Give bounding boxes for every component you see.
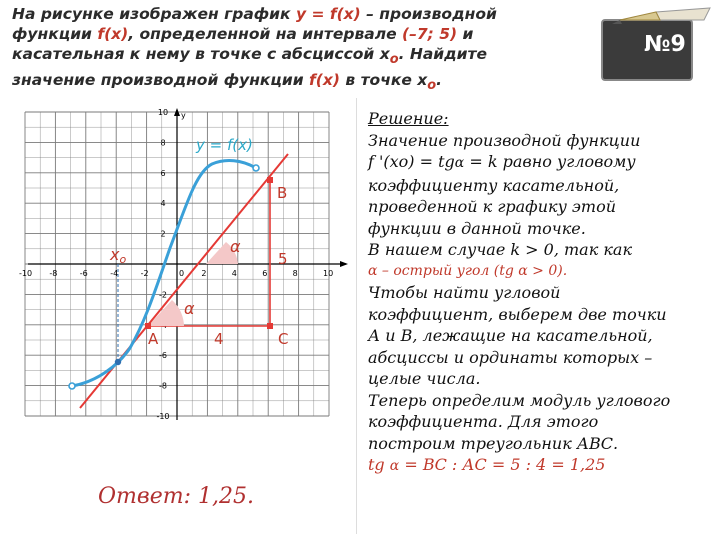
solution-line: функции в данной точке. <box>368 218 586 238</box>
label-alpha-bottom: α <box>184 299 195 318</box>
solution-line: коэффициент, выберем две точки <box>368 304 667 324</box>
task-function-name: y = f(x) <box>295 5 361 23</box>
graph-canvas <box>6 98 356 534</box>
curve-label: y = f(x) <box>196 136 253 154</box>
solution-line: Теперь определим модуль углового <box>368 390 671 410</box>
x-tick-label: 8 <box>292 269 298 278</box>
y-tick-label: 2 <box>160 229 166 239</box>
solution-line: Значение производной функции <box>368 130 641 150</box>
x-tick-label: -2 <box>140 269 149 278</box>
x-tick-label: 10 <box>323 269 334 278</box>
solution-line: коэффициенту касательной, <box>368 175 620 195</box>
point-c <box>267 323 273 329</box>
solution-line: построим треугольник АВС. <box>368 433 619 453</box>
curve-open-end-left <box>69 383 75 389</box>
task-text: , определенной на интервале <box>128 25 402 43</box>
y-tick-label: 4 <box>160 199 166 209</box>
graph-panel <box>6 98 357 534</box>
solution-line: А и В, лежащие на касательной, <box>368 326 653 345</box>
label-alpha-top: α <box>230 237 241 256</box>
y-axis-name: y <box>181 111 186 120</box>
task-function-name: f(x) <box>309 71 340 90</box>
curve-open-end-right <box>253 165 259 171</box>
y-tick-label: -6 <box>159 351 167 361</box>
task-text: и касательная к нему в точке с абсциссой х <box>12 25 474 63</box>
y-tick-label: 8 <box>160 138 166 148</box>
task-text: . <box>436 71 443 90</box>
point-a <box>145 323 151 329</box>
y-tick-label: -2 <box>159 290 167 300</box>
label-side-bc: 5 <box>278 250 288 268</box>
label-a: A <box>148 330 159 348</box>
x-tick-label: 6 <box>262 269 268 278</box>
axes <box>28 108 348 420</box>
x-tick-labels <box>19 269 333 278</box>
solution-line: проведенной к графику этой <box>368 197 616 216</box>
x-tick-label: 0 <box>179 269 185 278</box>
label-c: C <box>278 330 289 348</box>
task-subscript: о <box>427 78 437 94</box>
task-interval: (–7; 5) <box>401 25 458 43</box>
x-tick-label: -10 <box>19 269 33 278</box>
x-tick-label: -4 <box>110 269 119 278</box>
label-b: B <box>277 184 288 202</box>
solution-line: абсциссы и ординаты которых – <box>368 347 653 367</box>
x-tick-label: -6 <box>79 269 88 278</box>
task-statement <box>12 4 572 96</box>
y-tick-label: -8 <box>159 381 167 391</box>
solution-line: В нашем случае k > 0, так как <box>368 240 632 259</box>
point-b <box>267 177 273 183</box>
task-text: На рисунке изображен график <box>12 5 296 23</box>
x-tick-label: 4 <box>231 269 237 278</box>
solution-line: Чтобы найти угловой <box>368 283 561 302</box>
solution-line: tg α = ВС : АС = 5 : 4 = 1,25 <box>368 455 606 474</box>
y-tick-label: -10 <box>156 412 170 421</box>
label-x0: хо <box>110 245 127 266</box>
x-tick-label: 2 <box>201 269 207 278</box>
x-axis-arrow <box>340 261 348 267</box>
solution <box>368 108 714 478</box>
task-subscript: о <box>389 52 399 68</box>
task-text: . Найдите значение производной функции <box>12 45 488 90</box>
y-tick-label: 10 <box>157 108 169 117</box>
solution-line: f '(xо) = tgα = k равно угловому <box>368 152 636 171</box>
x-tick-label: -8 <box>49 269 58 278</box>
task-function-name: f(x) <box>97 25 129 43</box>
task-text: в точке х <box>339 71 428 90</box>
label-side-ac: 4 <box>214 330 224 348</box>
task-text: – производной функции <box>12 5 497 43</box>
solution-line: α – острый угол (tg α > 0). <box>368 262 568 279</box>
answer: Ответ: 1,25. <box>98 484 254 509</box>
solution-line: коэффициента. Для этого <box>368 412 599 431</box>
y-tick-label: 6 <box>160 168 166 178</box>
solution-heading: Решение: <box>368 109 449 128</box>
badge-number: №9 <box>644 32 686 57</box>
solution-line: целые числа. <box>368 369 481 388</box>
